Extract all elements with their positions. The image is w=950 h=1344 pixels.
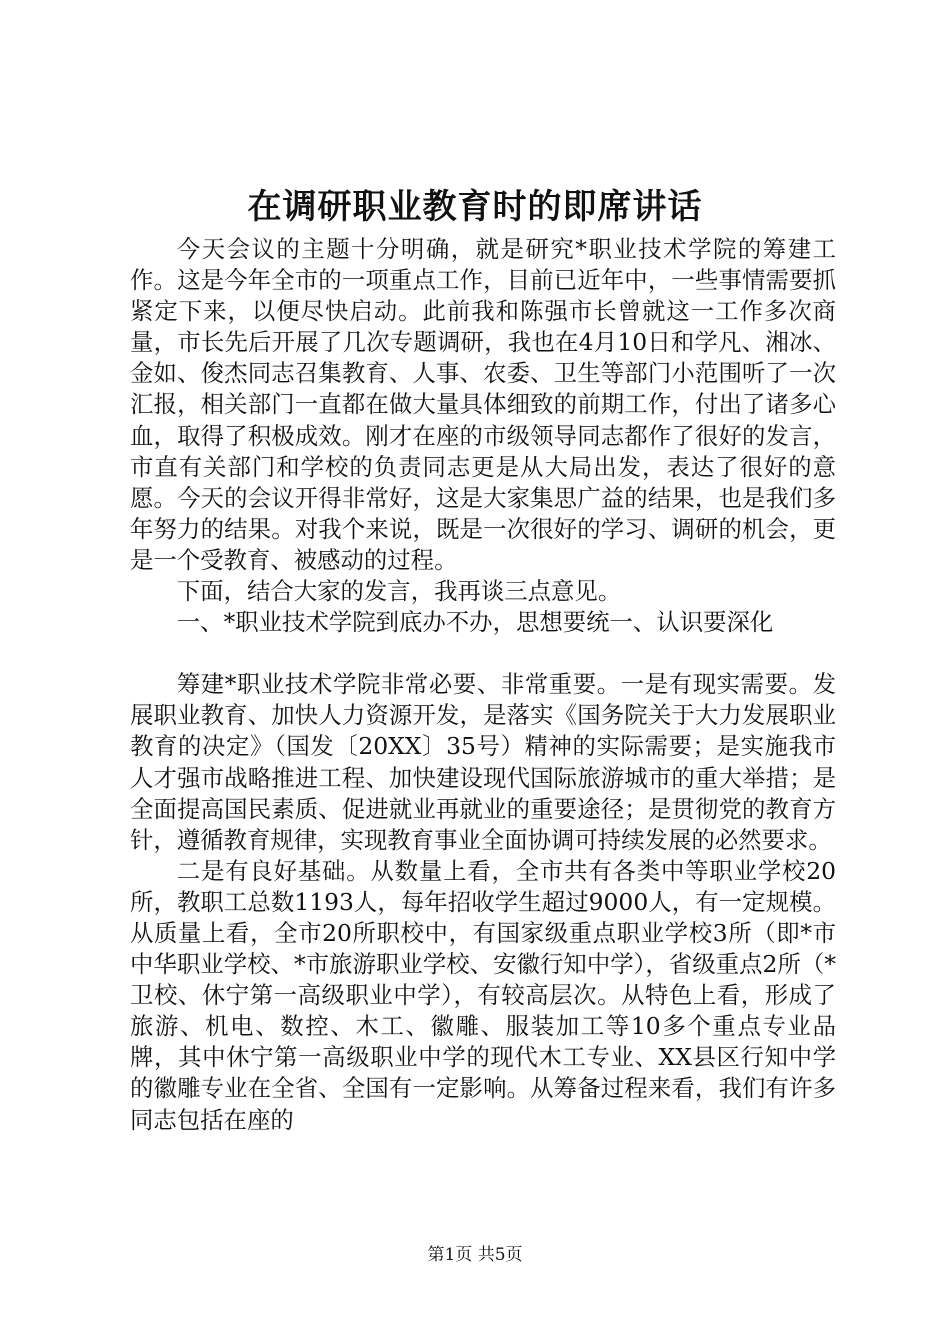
paragraph-transition: 下面，结合大家的发言，我再谈三点意见。 (176, 577, 622, 606)
page-number-footer: 第1页 共5页 (427, 1245, 523, 1265)
section-heading-1: 一、*职业技术学院到底办不办，思想要统一、认识要深化 (176, 608, 774, 637)
paragraph-necessity: 筹建*职业技术学院非常必要、非常重要。一是有现实需要。发展职业教育、加快人力资源开发，是落实《国务院关于大力发展职业教育的决定》（国发〔20XX〕35号）精神的实际需要；是实施我市人才强市战略推进工程、加快建设现代国际旅游城市的重大举措；是全面提高国民素质、促进就业再就业的重要途径；是贯彻党的教育方针，遵循教育规律，实现教育事业全面协调可持续发展的必然要求。 (130, 670, 836, 854)
document-body (130, 234, 836, 1136)
document-title: 在调研职业教育时的即席讲话 (247, 187, 703, 227)
paragraph-intro: 今天会议的主题十分明确，就是研究*职业技术学院的筹建工作。这是今年全市的一项重点工作，目前已近年中，一些事情需要抓紧定下来，以便尽快启动。此前我和陈强市长曾就这一工作多次商量，市长先后开展了几次专题调研，我也在4月10日和学凡、湘冰、金如、俊杰同志召集教育、人事、农委、卫生等部门小范围听了一次汇报，相关部门一直都在做大量具体细致的前期工作，付出了诸多心血，取得了积极成效。刚才在座的市级领导同志都作了很好的发言，市直有关部门和学校的负责同志更是从大局出发，表达了很好的意愿。今天的会议开得非常好，这是大家集思广益的结果，也是我们多年努力的结果。对我个来说，既是一次很好的学习、调研的机会，更是一个受教育、被感动的过程。 (130, 235, 836, 574)
paragraph-foundation: 二是有良好基础。从数量上看，全市共有各类中等职业学校20所，教职工总数1193人，每年招收学生超过9000人，有一定规模。从质量上看，全市20所职校中，有国家级重点职业学校3所（即*市中华职业学校、*市旅游职业学校、安徽行知中学），省级重点2所（*卫校、休宁第一高级职业中学），有较高层次。从特色上看，形成了旅游、机电、数控、木工、徽雕、服装加工等10多个重点专业品牌，其中休宁第一高级职业中学的现代木工专业、XX县区行知中学的徽雕专业在全省、全国有一定影响。从筹备过程来看，我们有许多同志包括在座的 (130, 856, 836, 1134)
